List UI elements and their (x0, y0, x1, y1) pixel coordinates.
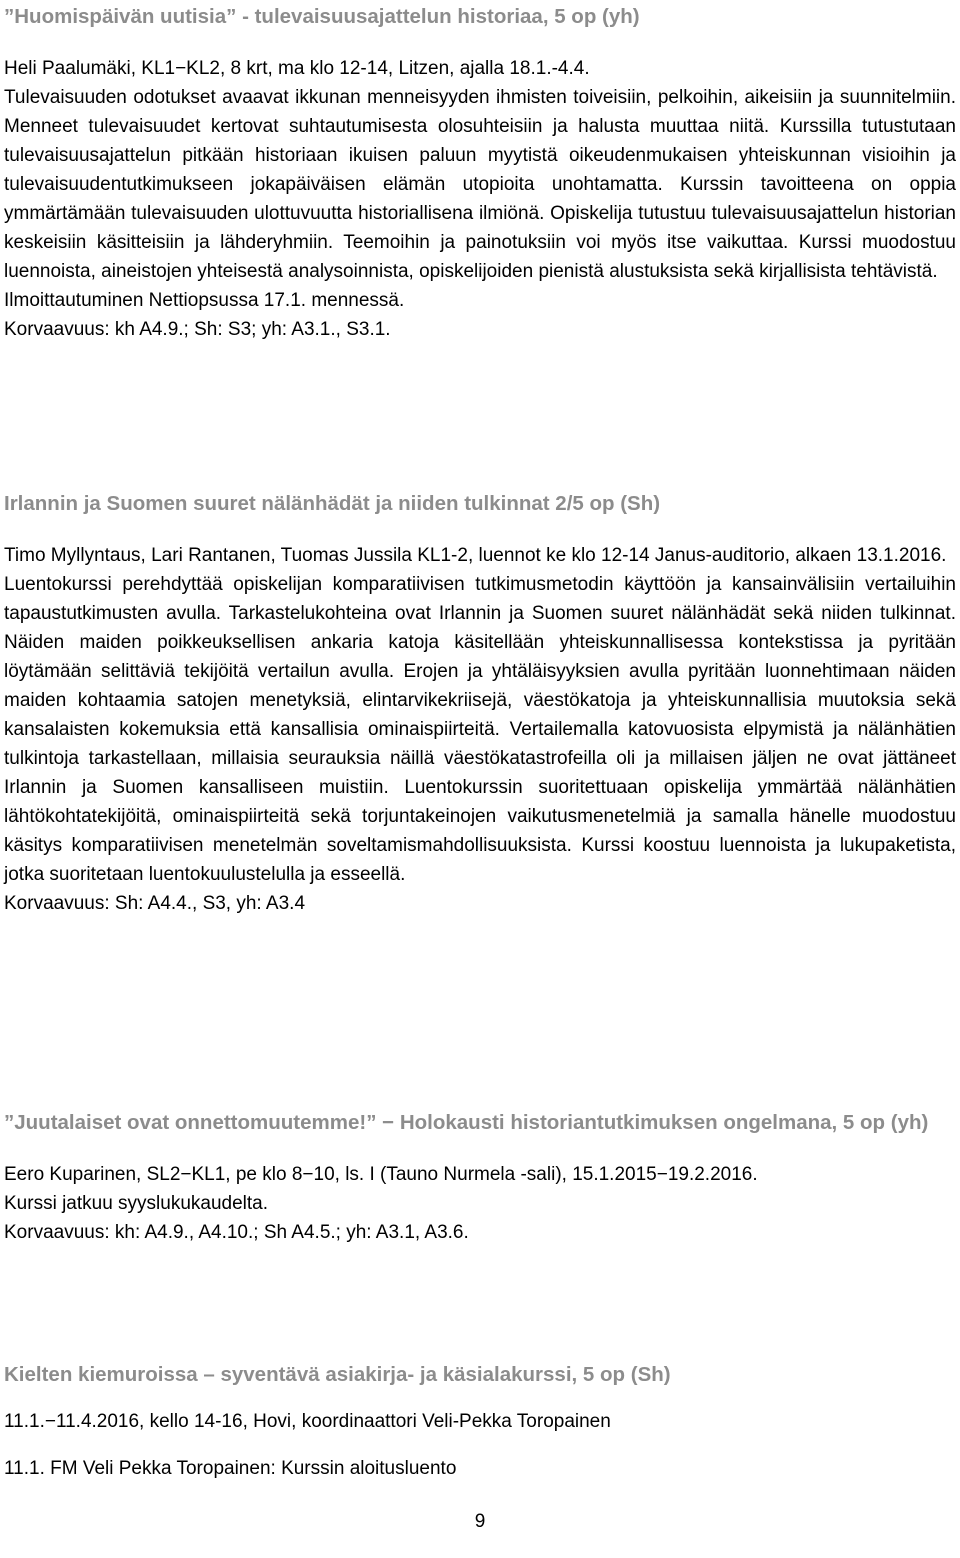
course-meta: 11.1.−11.4.2016, kello 14-16, Hovi, koordinaattori Veli-Pekka Toropainen (4, 1411, 611, 1432)
course-equivalence: Korvaavuus: kh: A4.9., A4.10.; Sh A4.5.; yh: A3.1, A3.6. (4, 1222, 469, 1243)
course-section-holocaust (4, 1108, 956, 1247)
course-description: Luentokurssi perehdyttää opiskelijan komparatiivisen tutkimusmetodin käyttöön ja kansainvälisiin vertailuihin tapaustutkimusten avulla. Tarkastelukohteina ovat Irlannin ja Suomen suuret nälänhädät sekä niiden tulkinnat. Näiden maiden poikkeuksellisen ankaria katoja käsitellään yhteiskunnallisessa kontekstissa ja pyritään löytämään selittäviä tekijöitä vertailun avulla. Erojen ja yhtäläisyyksien avulla pyritään luonnehtimaan näiden maiden kohtaamia satojen menetyksiä, elintarvikekriisejä, väestökatoja ja yhteiskunnallisia muutoksia sekä kansalaisten kokemuksia että kansallisia ominaispiirteitä. Vertailemalla katovuosista elpymistä ja nälänhätien tulkintoja tarkastellaan, millaisia seurauksia näillä väestökatastrofeilla oli ja millaisen jäljen ne ovat jättäneet Irlannin ja Suomen kansalliseen muistiin. Luentokurssin suoritettuaan opiskelija ymmärtää nälänhätien lähtökohtatekijöitä, ominaispiirteitä sekä torjuntakeinojen vaikutusmenetelmiä ja samalla hänelle muodostuu käsitys komparatiivisen menetelmän soveltamismahdollisuuksista. Kurssi koostuu luennoista ja lukupaketista, jotka suoritetaan luentokuulustelulla ja esseellä. (4, 574, 956, 885)
course-section-futures-history (4, 2, 956, 344)
course-title: Irlannin ja Suomen suuret nälänhädät ja niiden tulkinnat 2/5 op (Sh) (4, 492, 661, 515)
course-section-famines (4, 489, 956, 918)
course-session: 11.1. FM Veli Pekka Toropainen: Kurssin aloitusluento (4, 1458, 457, 1479)
course-section-languages (4, 1360, 956, 1483)
course-equivalence: Korvaavuus: Sh: A4.4., S3, yh: A3.4 (4, 893, 306, 914)
course-registration: Ilmoittautuminen Nettiopsussa 17.1. mennessä. (4, 290, 405, 311)
course-title: ”Huomispäivän uutisia” - tulevaisuusajattelun historiaa, 5 op (yh) (4, 5, 640, 28)
page-number: 9 (474, 1511, 486, 1532)
course-title-lead: ”Juutalaiset ovat onnettomuutemme!” (4, 1111, 377, 1134)
course-meta: Eero Kuparinen, SL2−KL1, pe klo 8−10, ls. I (Tauno Nurmela -sali), 15.1.2015−19.2.2016. (4, 1164, 758, 1185)
course-title: Kielten kiemuroissa – syventävä asiakirja- ja käsialakurssi, 5 op (Sh) (4, 1363, 671, 1386)
course-description: Tulevaisuuden odotukset avaavat ikkunan menneisyyden ihmisten toiveisiin, pelkoihin, aikeisiin ja suunnitelmiin. Menneet tulevaisuudet kertovat suhtautumisesta olosuhteisiin ja halusta muuttaa niitä. Kurssilla tutustutaan tulevaisuusajattelun pitkään historiaan ikuisen paluun myytistä oikeudenmukaisen yhteiskunnan visioihin ja tulevaisuudentutkimukseen jokapäiväisen elämän utopioita unohtamatta. Kurssin tavoitteena on oppia ymmärtämään tulevaisuuden ulottuvuutta historiallisena ilmiönä. Opiskelija tutustuu tulevaisuusajattelun historian keskeisiin käsitteisiin ja lähderyhmiin. Teemoihin ja painotuksiin voi myös itse vaikuttaa. Kurssi muodostuu luennoista, aineistojen yhteisestä analysoinnista, opiskelijoiden pienistä alustuksista sekä kirjallisista tehtävistä. (4, 87, 956, 282)
course-meta: Timo Myllyntaus, Lari Rantanen, Tuomas Jussila KL1-2, luennot ke klo 12-14 Janus-auditorio, alkaen 13.1.2016. (4, 545, 947, 566)
course-meta: Heli Paalumäki, KL1−KL2, 8 krt, ma klo 12-14, Litzen, ajalla 18.1.-4.4. (4, 58, 590, 79)
course-title-rest: − Holokausti historiantutkimuksen ongelmana, 5 op (yh) (376, 1111, 929, 1134)
course-title (4, 1108, 956, 1137)
course-note: Kurssi jatkuu syyslukukaudelta. (4, 1193, 269, 1214)
course-equivalence: Korvaavuus: kh A4.9.; Sh: S3; yh: A3.1., S3.1. (4, 319, 391, 340)
